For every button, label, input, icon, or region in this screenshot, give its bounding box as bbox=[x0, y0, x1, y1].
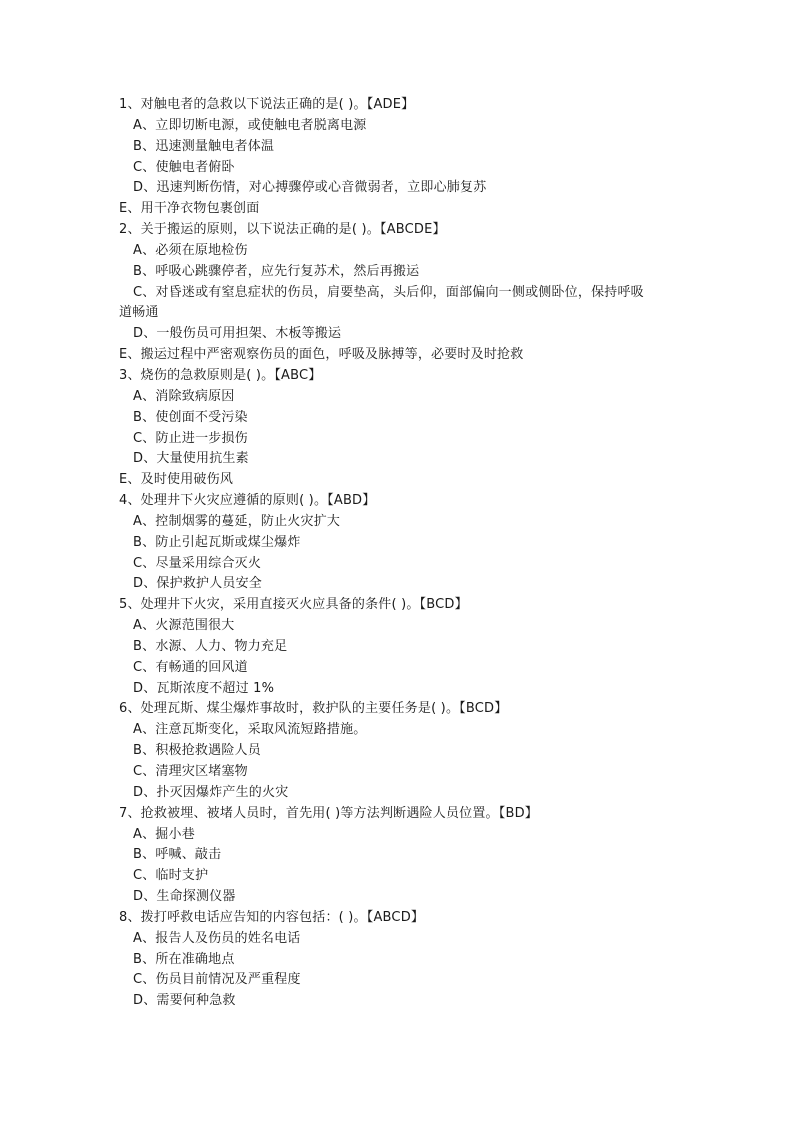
option-c-continuation: 道畅通 bbox=[119, 305, 159, 321]
option-e: E、搬运过程中严密观察伤员的面色，呼吸及脉搏等，必要时及时抢救 bbox=[119, 347, 524, 363]
option-c: C、清理灾区堵塞物 bbox=[133, 764, 248, 779]
option-e: E、用干净衣物包裹创面 bbox=[119, 201, 260, 217]
option-b: B、所在准确地点 bbox=[133, 951, 235, 967]
option-b: B、使创面不受污染 bbox=[133, 409, 248, 425]
option-d: D、保护救护人员安全 bbox=[133, 576, 263, 592]
option-a: A、火源范围很大 bbox=[133, 618, 235, 634]
option-c: C、临时支护 bbox=[133, 868, 209, 884]
question-stem: 3、烧伤的急救原则是( )。【ABC】 bbox=[119, 367, 322, 383]
option-c: C、有畅通的回风道 bbox=[133, 659, 248, 675]
question-stem: 2、关于搬运的原则，以下说法正确的是( )。【ABCDE】 bbox=[119, 222, 446, 238]
option-b: B、防止引起瓦斯或煤尘爆炸 bbox=[133, 534, 301, 550]
option-b: B、呼喊、敲击 bbox=[133, 847, 222, 863]
option-c: C、尽量采用综合灭火 bbox=[133, 555, 262, 571]
option-c: C、伤员目前情况及严重程度 bbox=[133, 972, 301, 988]
option-b: B、积极抢救遇险人员 bbox=[133, 743, 261, 759]
option-b: B、呼吸心跳骤停者，应先行复苏术，然后再搬运 bbox=[133, 263, 420, 279]
option-c: C、使触电者俯卧 bbox=[133, 159, 235, 175]
question-stem: 6、处理瓦斯、煤尘爆炸事故时，救护队的主要任务是( )。【BCD】 bbox=[119, 701, 508, 717]
question-stem: 4、处理井下火灾应遵循的原则( )。【ABD】 bbox=[119, 493, 376, 509]
option-b: B、水源、人力、物力充足 bbox=[133, 638, 288, 654]
option-d: D、扑灭因爆炸产生的火灾 bbox=[133, 784, 289, 800]
option-d: D、大量使用抗生素 bbox=[133, 451, 249, 467]
question-list bbox=[119, 95, 679, 1012]
option-e: E、及时使用破伤风 bbox=[119, 472, 234, 488]
option-c: C、对昏迷或有窒息症状的伤员，肩要垫高，头后仰，面部偏向一侧或侧卧位，保持呼吸 bbox=[133, 284, 644, 300]
option-c: C、防止进一步损伤 bbox=[133, 430, 248, 446]
option-d: D、一般伤员可用担架、木板等搬运 bbox=[133, 326, 342, 342]
question-stem: 8、拨打呼救电话应告知的内容包括：( )。【ABCD】 bbox=[119, 909, 425, 925]
option-d: D、瓦斯浓度不超过 1% bbox=[133, 680, 275, 696]
option-a: A、控制烟雾的蔓延，防止火灾扩大 bbox=[133, 513, 341, 529]
option-d: D、迅速判断伤情，对心搏骤停或心音微弱者，立即心肺复苏 bbox=[133, 180, 487, 196]
option-a: A、立即切断电源，或使触电者脱离电源 bbox=[133, 117, 367, 133]
option-d: D、需要何种急救 bbox=[133, 993, 236, 1009]
option-a: A、注意瓦斯变化，采取风流短路措施。 bbox=[133, 722, 367, 738]
option-a: A、报告人及伤员的姓名电话 bbox=[133, 930, 301, 946]
option-a: A、必须在原地检伤 bbox=[133, 242, 248, 258]
question-stem: 7、抢救被埋、被堵人员时，首先用( )等方法判断遇险人员位置。【BD】 bbox=[119, 805, 538, 821]
option-a: A、消除致病原因 bbox=[133, 388, 235, 404]
option-a: A、掘小巷 bbox=[133, 826, 195, 842]
option-d: D、生命探测仪器 bbox=[133, 889, 236, 905]
question-stem: 1、对触电者的急救以下说法正确的是( )。【ADE】 bbox=[119, 97, 415, 112]
option-b: B、迅速测量触电者体温 bbox=[133, 138, 275, 154]
question-stem: 5、处理井下火灾，采用直接灭火应具备的条件( )。【BCD】 bbox=[119, 597, 468, 613]
